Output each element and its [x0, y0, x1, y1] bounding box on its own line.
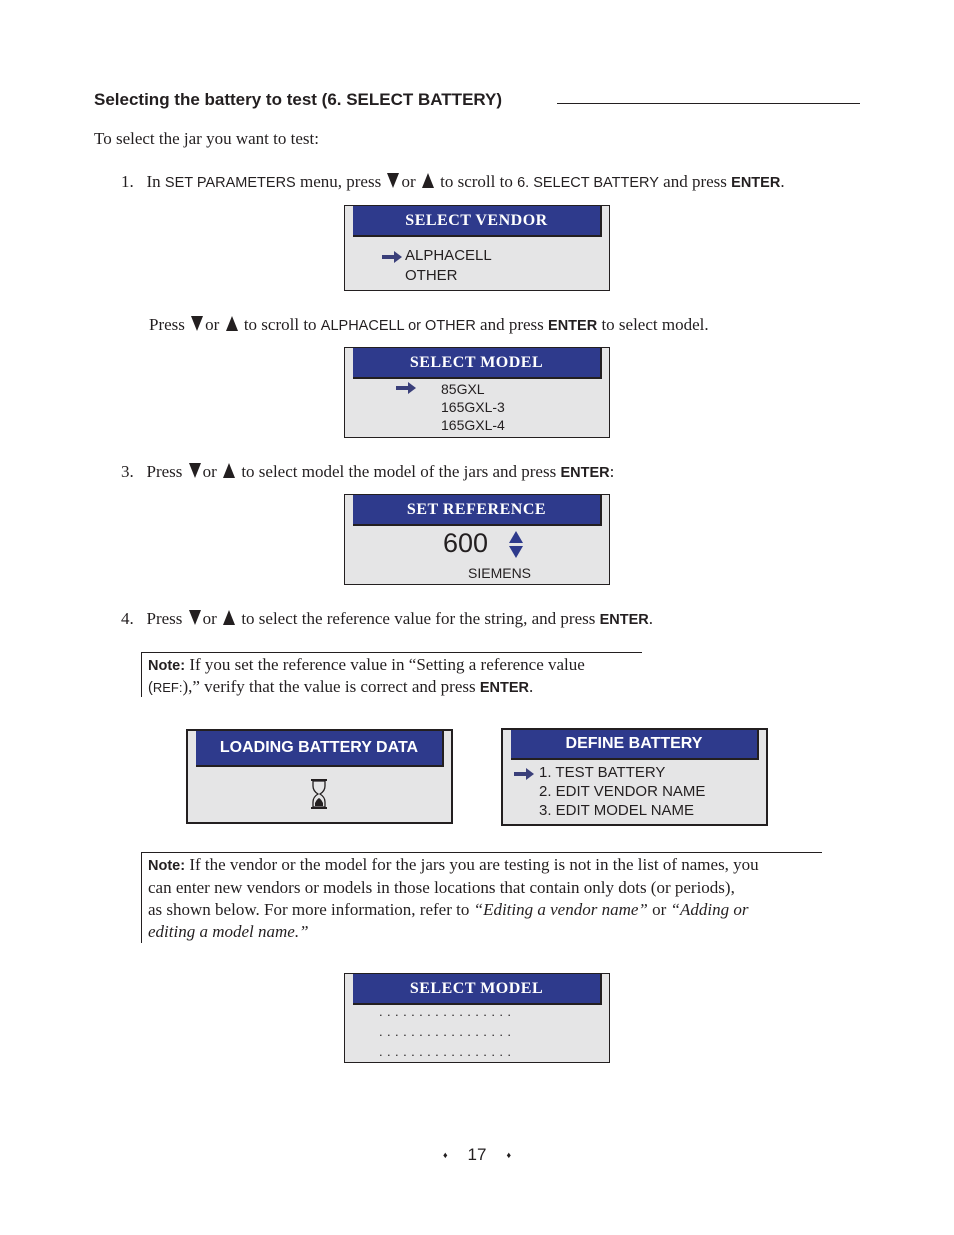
enter-key-label: ENTER — [599, 612, 649, 628]
model-option-2: 165GXL-3 — [441, 399, 505, 415]
define-option-2: 2. EDIT VENDOR NAME — [539, 783, 706, 800]
screen-title-bar: SELECT MODEL — [353, 974, 602, 1005]
step-1-target: 6. SELECT BATTERY — [517, 175, 659, 191]
step-1 — [121, 172, 785, 192]
step-3-text: Press — [146, 462, 187, 481]
step-1-text: In — [146, 172, 165, 191]
screen-title-bar: DEFINE BATTERY — [511, 730, 759, 760]
empty-model-slot-1: . . . . . . . . . . . . . . . . . — [379, 1004, 512, 1019]
vendor-option-other: OTHER — [405, 267, 458, 284]
vendor-option-alphacell: ALPHACELL — [405, 247, 492, 264]
loading-battery-screen — [186, 729, 453, 824]
step-1-menu: SET PARAMETERS — [164, 175, 296, 191]
note-2-ref-vendor: “Editing a vendor name” — [473, 900, 648, 919]
define-option-1: 1. TEST BATTERY — [539, 764, 666, 781]
step-2-text-b: or — [205, 315, 224, 334]
step-2-text: Press — [149, 315, 190, 334]
select-vendor-screen — [344, 205, 610, 291]
step-3 — [121, 462, 614, 482]
step-3-number: 3. — [121, 462, 134, 481]
select-model-empty-screen — [344, 973, 610, 1063]
selection-arrow-icon — [513, 767, 535, 781]
screen-title-bar: LOADING BATTERY DATA — [196, 731, 444, 767]
step-4-text-c: to select the reference value for the string, and press — [237, 609, 600, 628]
selection-arrow-icon — [395, 381, 417, 395]
note-2-line-4 — [148, 922, 309, 942]
empty-model-slot-3: . . . . . . . . . . . . . . . . . — [379, 1044, 512, 1059]
enter-key-label: ENTER — [731, 175, 781, 191]
diamond-icon: ♦ — [506, 1150, 512, 1160]
step-2-text-c: to scroll to — [239, 315, 321, 334]
step-3-text-c: to select model the model of the jars and press — [237, 462, 561, 481]
up-down-arrows-icon — [508, 531, 524, 559]
screen-title-bar: SELECT MODEL — [353, 348, 602, 379]
step-2-text-e: to select model. — [597, 315, 709, 334]
down-arrow-icon — [191, 316, 203, 331]
down-arrow-icon — [189, 610, 201, 625]
step-1-number: 1. — [121, 172, 134, 191]
step-2-option-2: OTHER — [425, 318, 476, 334]
note-1-text-c: . — [529, 677, 534, 696]
note-1-line-2 — [148, 677, 533, 697]
enter-key-label: ENTER — [548, 318, 598, 334]
step-2-or: or — [404, 318, 426, 334]
note-1-line-1 — [148, 655, 585, 675]
heading-rule — [557, 103, 860, 104]
step-4-text-d: . — [648, 609, 653, 628]
note-2-text-b: or — [647, 900, 671, 919]
section-heading: Selecting the battery to test (6. SELECT BATTERY) — [94, 90, 503, 109]
note-2-line-1 — [148, 855, 759, 875]
screen-title-bar: SET REFERENCE — [353, 495, 602, 526]
note-2-line-3 — [148, 900, 748, 920]
step-3-text-d: : — [609, 462, 615, 481]
down-arrow-icon — [189, 463, 201, 478]
page-number: 17 — [467, 1145, 487, 1164]
note-label: Note: — [148, 858, 186, 874]
empty-model-slot-2: . . . . . . . . . . . . . . . . . — [379, 1024, 512, 1039]
enter-key-label: ENTER — [479, 680, 530, 696]
note-2-text-a: as shown below. For more information, refer to — [148, 900, 474, 919]
step-2 — [149, 315, 709, 335]
note-2-ref-model-cont: editing a model name.” — [148, 922, 309, 941]
note-label: Note: — [148, 658, 186, 674]
note-1-paren: ( — [148, 680, 153, 696]
down-arrow-icon — [387, 173, 399, 188]
step-3-text-b: or — [202, 462, 222, 481]
define-option-3: 3. EDIT MODEL NAME — [539, 802, 695, 819]
page-footer — [0, 1145, 954, 1165]
select-model-screen — [344, 347, 610, 438]
intro-text: To select the jar you want to test: — [94, 129, 319, 148]
up-arrow-icon — [226, 316, 238, 331]
note-1-text-b: ),” verify that the value is correct and press — [182, 677, 480, 696]
set-reference-screen — [344, 494, 610, 585]
model-option-3: 165GXL-4 — [441, 417, 505, 433]
step-1-text-f: . — [780, 172, 785, 191]
up-arrow-icon — [422, 173, 434, 188]
step-4 — [121, 609, 653, 629]
note-2-ref-model: “Adding or — [670, 900, 749, 919]
step-2-option-1: ALPHACELL — [320, 318, 405, 334]
screen-title-bar: SELECT VENDOR — [353, 206, 602, 237]
note-1-ref: REF: — [152, 680, 183, 695]
step-4-number: 4. — [121, 609, 134, 628]
define-battery-screen — [501, 728, 768, 826]
up-arrow-icon — [223, 610, 235, 625]
step-2-text-d: and press — [475, 315, 549, 334]
model-option-1: 85GXL — [441, 381, 485, 397]
step-1-text-d: to scroll to — [435, 172, 518, 191]
note-2-line-2: can enter new vendors or models in those locations that contain only dots (or periods), — [148, 878, 735, 897]
reference-value: 600 — [443, 528, 489, 558]
diamond-icon: ♦ — [442, 1150, 448, 1160]
step-1-text-c: or — [401, 172, 420, 191]
note-1-text: If you set the reference value in “Setting a reference value — [185, 655, 585, 674]
step-4-text-b: or — [202, 609, 222, 628]
note-2-text: If the vendor or the model for the jars you are testing is not in the list of names, you — [185, 855, 759, 874]
step-4-text: Press — [146, 609, 187, 628]
up-arrow-icon — [223, 463, 235, 478]
hourglass-icon — [310, 778, 328, 810]
enter-key-label: ENTER — [560, 465, 610, 481]
selection-arrow-icon — [381, 250, 403, 264]
reference-label: SIEMENS — [468, 565, 532, 581]
step-1-text-e: and press — [658, 172, 732, 191]
step-1-text-b: menu, press — [295, 172, 386, 191]
